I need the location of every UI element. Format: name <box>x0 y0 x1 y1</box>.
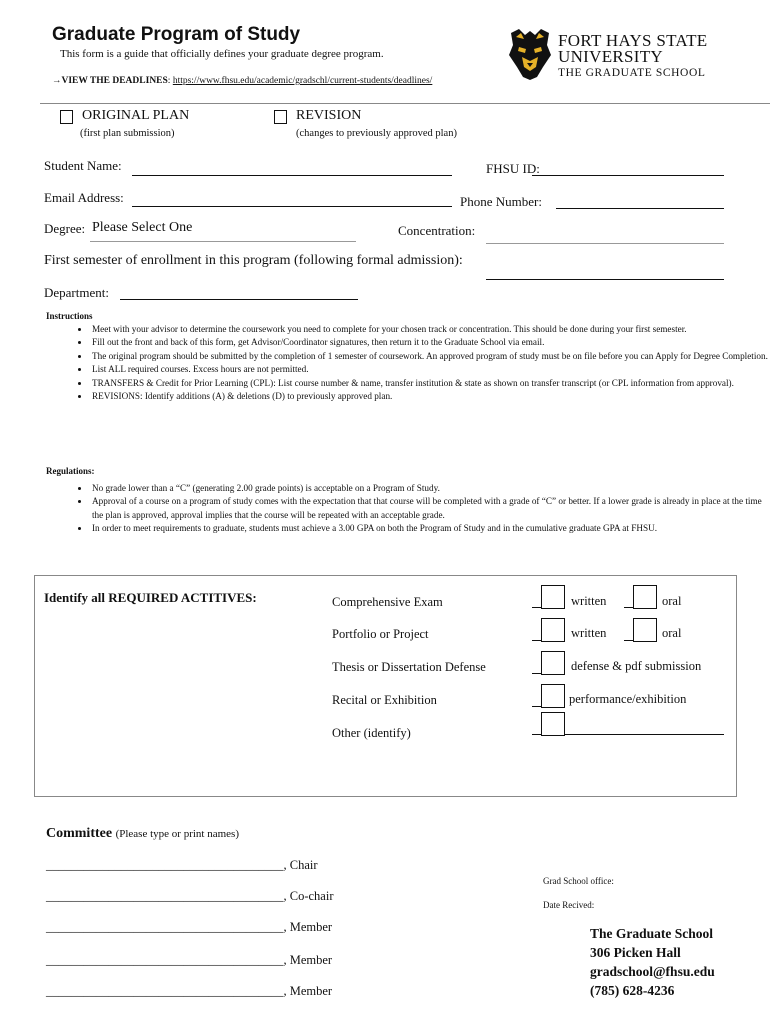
tiger-logo-icon <box>507 27 553 81</box>
activity-comprehensive-exam: Comprehensive Exam <box>332 595 443 609</box>
committee-row[interactable] <box>46 920 332 935</box>
oral-label: oral <box>662 626 682 640</box>
deadline-link[interactable]: https://www.fhsu.edu/academic/gradschl/current-students/deadlines/ <box>172 76 433 86</box>
committee-row[interactable] <box>46 953 332 968</box>
fhsu-id-input[interactable] <box>532 161 724 176</box>
revision-label: REVISION <box>296 108 362 123</box>
comp-exam-written-checkbox[interactable] <box>541 585 565 609</box>
role-label: , Member <box>283 984 333 998</box>
degree-label: Degree: <box>44 221 86 236</box>
first-semester-label: First semester of enrollment in this program (following formal admission): <box>44 253 463 268</box>
committee-row[interactable] <box>46 984 332 999</box>
regulations-list <box>46 482 770 536</box>
portfolio-oral-checkbox[interactable] <box>633 618 657 642</box>
activity-other: Other (identify) <box>332 726 411 740</box>
original-plan-sub: (first plan submission) <box>80 128 175 139</box>
role-label: , Chair <box>283 858 318 872</box>
phone-label: Phone Number: <box>460 194 542 209</box>
instructions-list <box>46 323 770 403</box>
role-label: , Member <box>283 953 333 967</box>
date-received-label: Date Recived: <box>543 900 595 910</box>
revision-checkbox[interactable] <box>274 110 287 124</box>
instructions-heading: Instructions <box>46 311 93 321</box>
grad-school-address <box>590 924 715 1000</box>
university-name: FORT HAYS STATE UNIVERSITY THE GRADUATE SCHOOL <box>558 31 708 79</box>
role-label: , Co-chair <box>283 889 334 903</box>
list-item: • REVISIONS: Identify additions (A) & deletions (D) to previously approved plan. <box>90 390 770 403</box>
activities-heading: Identify all REQUIRED ACTITIVES: <box>44 590 257 605</box>
name-blank: ______________________________________ <box>46 984 284 998</box>
deadline-line: →VIEW THE DEADLINES: https://www.fhsu.edu/academic/gradschl/current-students/deadlines/ <box>52 76 433 86</box>
list-item: • Fill out the front and back of this form, get Advisor/Coordinator signatures, then return it to the Graduate School via email. <box>90 336 770 349</box>
page-subtitle: This form is a guide that officially defines your graduate degree program. <box>60 48 384 60</box>
name-blank: ______________________________________ <box>46 889 284 903</box>
recital-checkbox[interactable] <box>541 684 565 708</box>
role-label: , Member <box>283 920 333 934</box>
grad-office-label: Grad School office: <box>543 876 614 886</box>
address-phone: (785) 628-4236 <box>590 983 675 998</box>
student-name-label: Student Name: <box>44 158 122 173</box>
committee-row[interactable] <box>46 889 333 904</box>
original-plan-label: ORIGINAL PLAN <box>82 108 190 123</box>
performance-label: performance/exhibition <box>569 692 687 706</box>
deadline-label: →VIEW THE DEADLINES <box>52 76 168 86</box>
fhsu-id-label: FHSU ID: <box>486 161 540 176</box>
list-item: • Meet with your advisor to determine the coursework you need to complete for your chosen track or concentration. This should be done during your first semester. <box>90 323 770 336</box>
degree-select[interactable]: Please Select One <box>92 220 193 235</box>
email-input[interactable] <box>132 192 452 207</box>
address-line: The Graduate School <box>590 926 714 941</box>
regulations-heading: Regulations: <box>46 466 95 476</box>
name-blank: ______________________________________ <box>46 953 284 967</box>
committee-row[interactable] <box>46 858 318 873</box>
activity-portfolio-project: Portfolio or Project <box>332 627 429 641</box>
name-blank: ______________________________________ <box>46 858 284 872</box>
list-item: • No grade lower than a “C” (generating 2.00 grade points) is acceptable on a Program of Study. <box>90 482 770 495</box>
other-checkbox[interactable] <box>541 712 565 736</box>
concentration-input[interactable] <box>486 243 724 244</box>
other-identify-input[interactable] <box>564 734 724 735</box>
portfolio-written-checkbox[interactable] <box>541 618 565 642</box>
phone-input[interactable] <box>556 194 724 209</box>
email-label: Email Address: <box>44 190 124 205</box>
written-label: written <box>571 594 607 608</box>
committee-heading-line <box>46 826 239 842</box>
activity-thesis-defense: Thesis or Dissertation Defense <box>332 660 486 674</box>
defense-label: defense & pdf submission <box>571 659 702 673</box>
list-item: • TRANSFERS & Credit for Prior Learning (CPL): List course number & name, transfer institution & state as shown on transfer transcript (or CPL information from approval). <box>90 377 770 390</box>
list-item: • The original program should be submitted by the completion of 1 semester of coursework. An approved program of study must be on file before you can Apply for Degree Completion. <box>90 350 770 363</box>
committee-note: (Please type or print names) <box>115 828 239 840</box>
committee-heading: Committee <box>46 826 113 841</box>
list-item: • Approval of a course on a program of study comes with the expectation that that course will be completed with a grade of “C” or better. If a lower grade is already in place at the time the plan is approved, approval implies that the course will be repeated with an acceptable grade. <box>90 495 770 522</box>
student-name-input[interactable] <box>132 161 452 176</box>
degree-underline <box>90 241 356 242</box>
oral-label: oral <box>662 594 682 608</box>
written-label: written <box>571 626 607 640</box>
revision-sub: (changes to previously approved plan) <box>296 128 457 139</box>
name-blank: ______________________________________ <box>46 920 284 934</box>
concentration-label: Concentration: <box>398 223 476 238</box>
address-line: 306 Picken Hall <box>590 945 681 960</box>
first-semester-input[interactable] <box>486 265 724 280</box>
list-item: • List ALL required courses. Excess hours are not permitted. <box>90 363 770 376</box>
header-divider <box>40 103 770 104</box>
page-title: Graduate Program of Study <box>52 24 301 45</box>
activity-recital-exhibition: Recital or Exhibition <box>332 693 437 707</box>
list-item: • In order to meet requirements to graduate, students must achieve a 3.00 GPA on both the Program of Study and in the cumulative graduate GPA at FHSU. <box>90 522 770 535</box>
comp-exam-oral-checkbox[interactable] <box>633 585 657 609</box>
thesis-defense-checkbox[interactable] <box>541 651 565 675</box>
address-email: gradschool@fhsu.edu <box>590 964 715 979</box>
original-plan-checkbox[interactable] <box>60 110 73 124</box>
department-input[interactable] <box>120 285 358 300</box>
department-label: Department: <box>44 285 109 300</box>
